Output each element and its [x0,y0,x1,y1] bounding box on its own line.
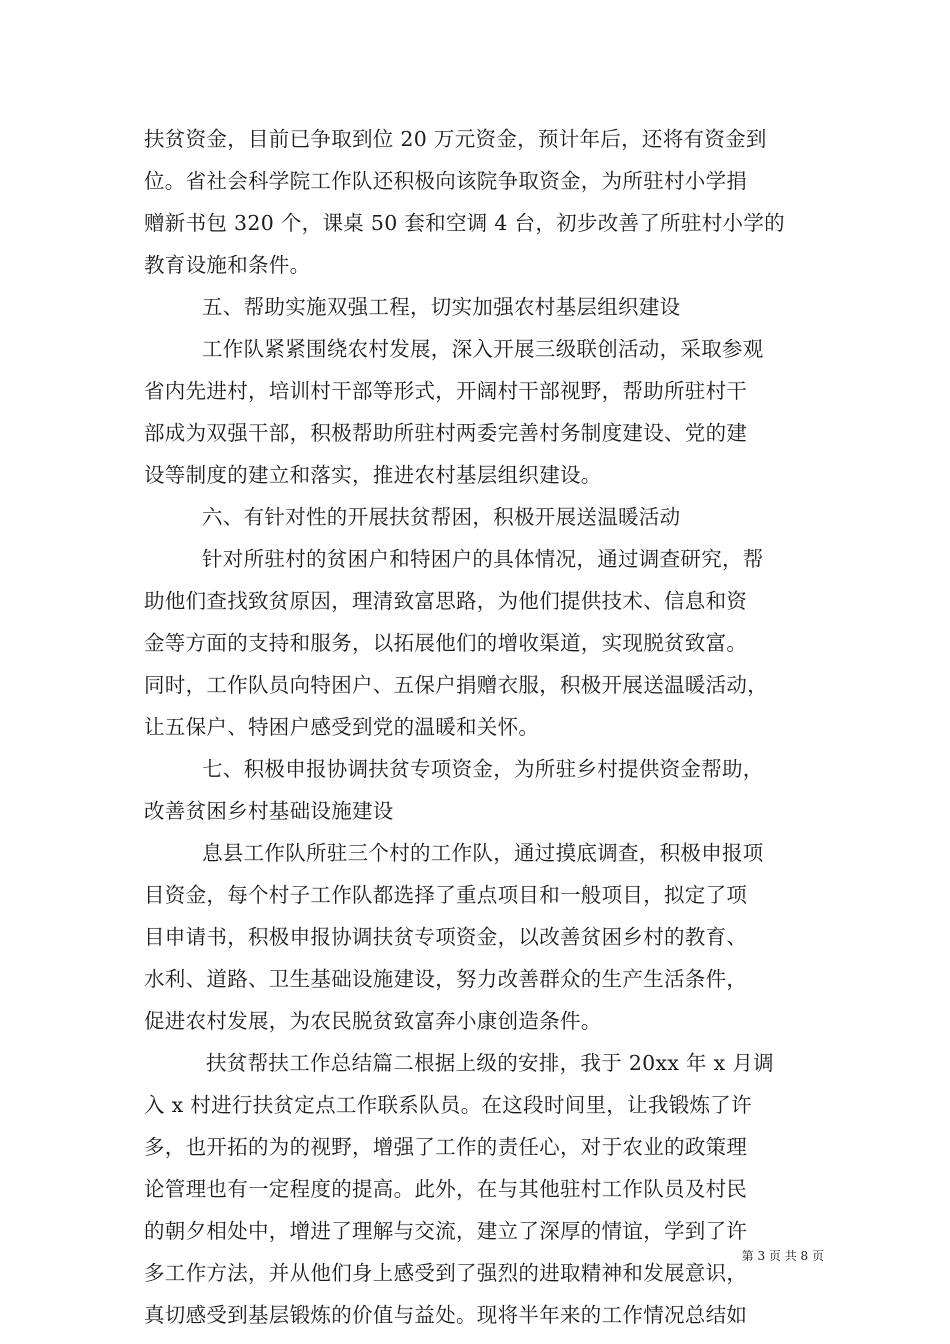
text-line: 论管理也有一定程度的提高。此外，在与其他驻村工作队员及村民 [144,1177,748,1201]
section-heading: 七、积极申报协调扶贫专项资金，为所驻乡村提供资金帮助， [202,757,764,781]
heading-section-7 [144,748,824,832]
text-line: 多，也开拓的为的视野，增强了工作的责任心，对于农业的政策理 [144,1135,748,1159]
text-line: 同时，工作队员向特困户、五保户捐赠衣服，积极开展送温暖活动， [144,673,768,697]
text-line: 促进农村发展，为农民脱贫致富奔小康创造条件。 [144,1009,602,1033]
text-line: 位。省社会科学院工作队还积极向该院争取资金，为所驻村小学捐 [144,169,748,193]
heading-section-6 [144,496,824,538]
paragraph-section-6 [144,538,824,748]
page-number: 第 3 页 共 8 页 [741,1249,824,1263]
text-line: 入 x 村进行扶贫定点工作联系队员。在这段时间里，让我锻炼了许 [144,1093,752,1117]
text-line: 真切感受到基层锻炼的价值与益处。现将半年来的工作情况总结如 [144,1303,748,1327]
text-line: 部成为双强干部，积极帮助所驻村两委完善村务制度建设、党的建 [144,421,748,445]
text-line: 扶贫资金，目前已争取到位 20 万元资金，预计年后，还将有资金到 [144,127,767,151]
text-line: 的朝夕相处中，增进了理解与交流，建立了深厚的情谊，学到了许 [144,1219,748,1243]
text-line: 目资金，每个村子工作队都选择了重点项目和一般项目，拟定了项 [144,883,748,907]
text-line: 赠新书包 320 个，课桌 50 套和空调 4 台，初步改善了所驻村小学的 [144,211,785,235]
text-line: 金等方面的支持和服务，以拓展他们的增收渠道，实现脱贫致富。 [144,631,748,655]
text-line: 针对所驻村的贫困户和特困户的具体情况，通过调查研究，帮 [202,547,764,571]
text-line: 息县工作队所驻三个村的工作队，通过摸底调查，积极申报项 [202,841,764,865]
text-line: 水利、道路、卫生基础设施建设，努力改善群众的生产生活条件， [144,967,748,991]
paragraph-section-5 [144,328,824,496]
text-line: 目申请书，积极申报协调扶贫专项资金，以改善贫困乡村的教育、 [144,925,748,949]
text-line: 教育设施和条件。 [144,253,311,277]
text-line: 扶贫帮扶工作总结篇二根据上级的安排，我于 20xx 年 x 月调 [206,1051,774,1075]
section-heading: 五、帮助实施双强工程，切实加强农村基层组织建设 [202,295,681,319]
text-line: 让五保户、特困户感受到党的温暖和关怀。 [144,715,540,739]
text-line: 工作队紧紧围绕农村发展，深入开展三级联创活动，采取参观 [202,337,764,361]
text-line: 助他们查找致贫原因，理清致富思路，为他们提供技术、信息和资 [144,589,748,613]
paragraph-funding [144,118,824,286]
heading-section-5 [144,286,824,328]
text-line: 多工作方法，并从他们身上感受到了强烈的进取精神和发展意识， [144,1261,748,1285]
paragraph-article-2 [144,1042,824,1336]
paragraph-section-7 [144,832,824,1042]
section-heading: 改善贫困乡村基础设施建设 [144,799,394,823]
body-text [144,118,824,1336]
text-line: 省内先进村，培训村干部等形式，开阔村干部视野，帮助所驻村干 [144,379,748,403]
section-heading: 六、有针对性的开展扶贫帮困，积极开展送温暖活动 [202,505,681,529]
text-line: 设等制度的建立和落实，推进农村基层组织建设。 [144,463,602,487]
